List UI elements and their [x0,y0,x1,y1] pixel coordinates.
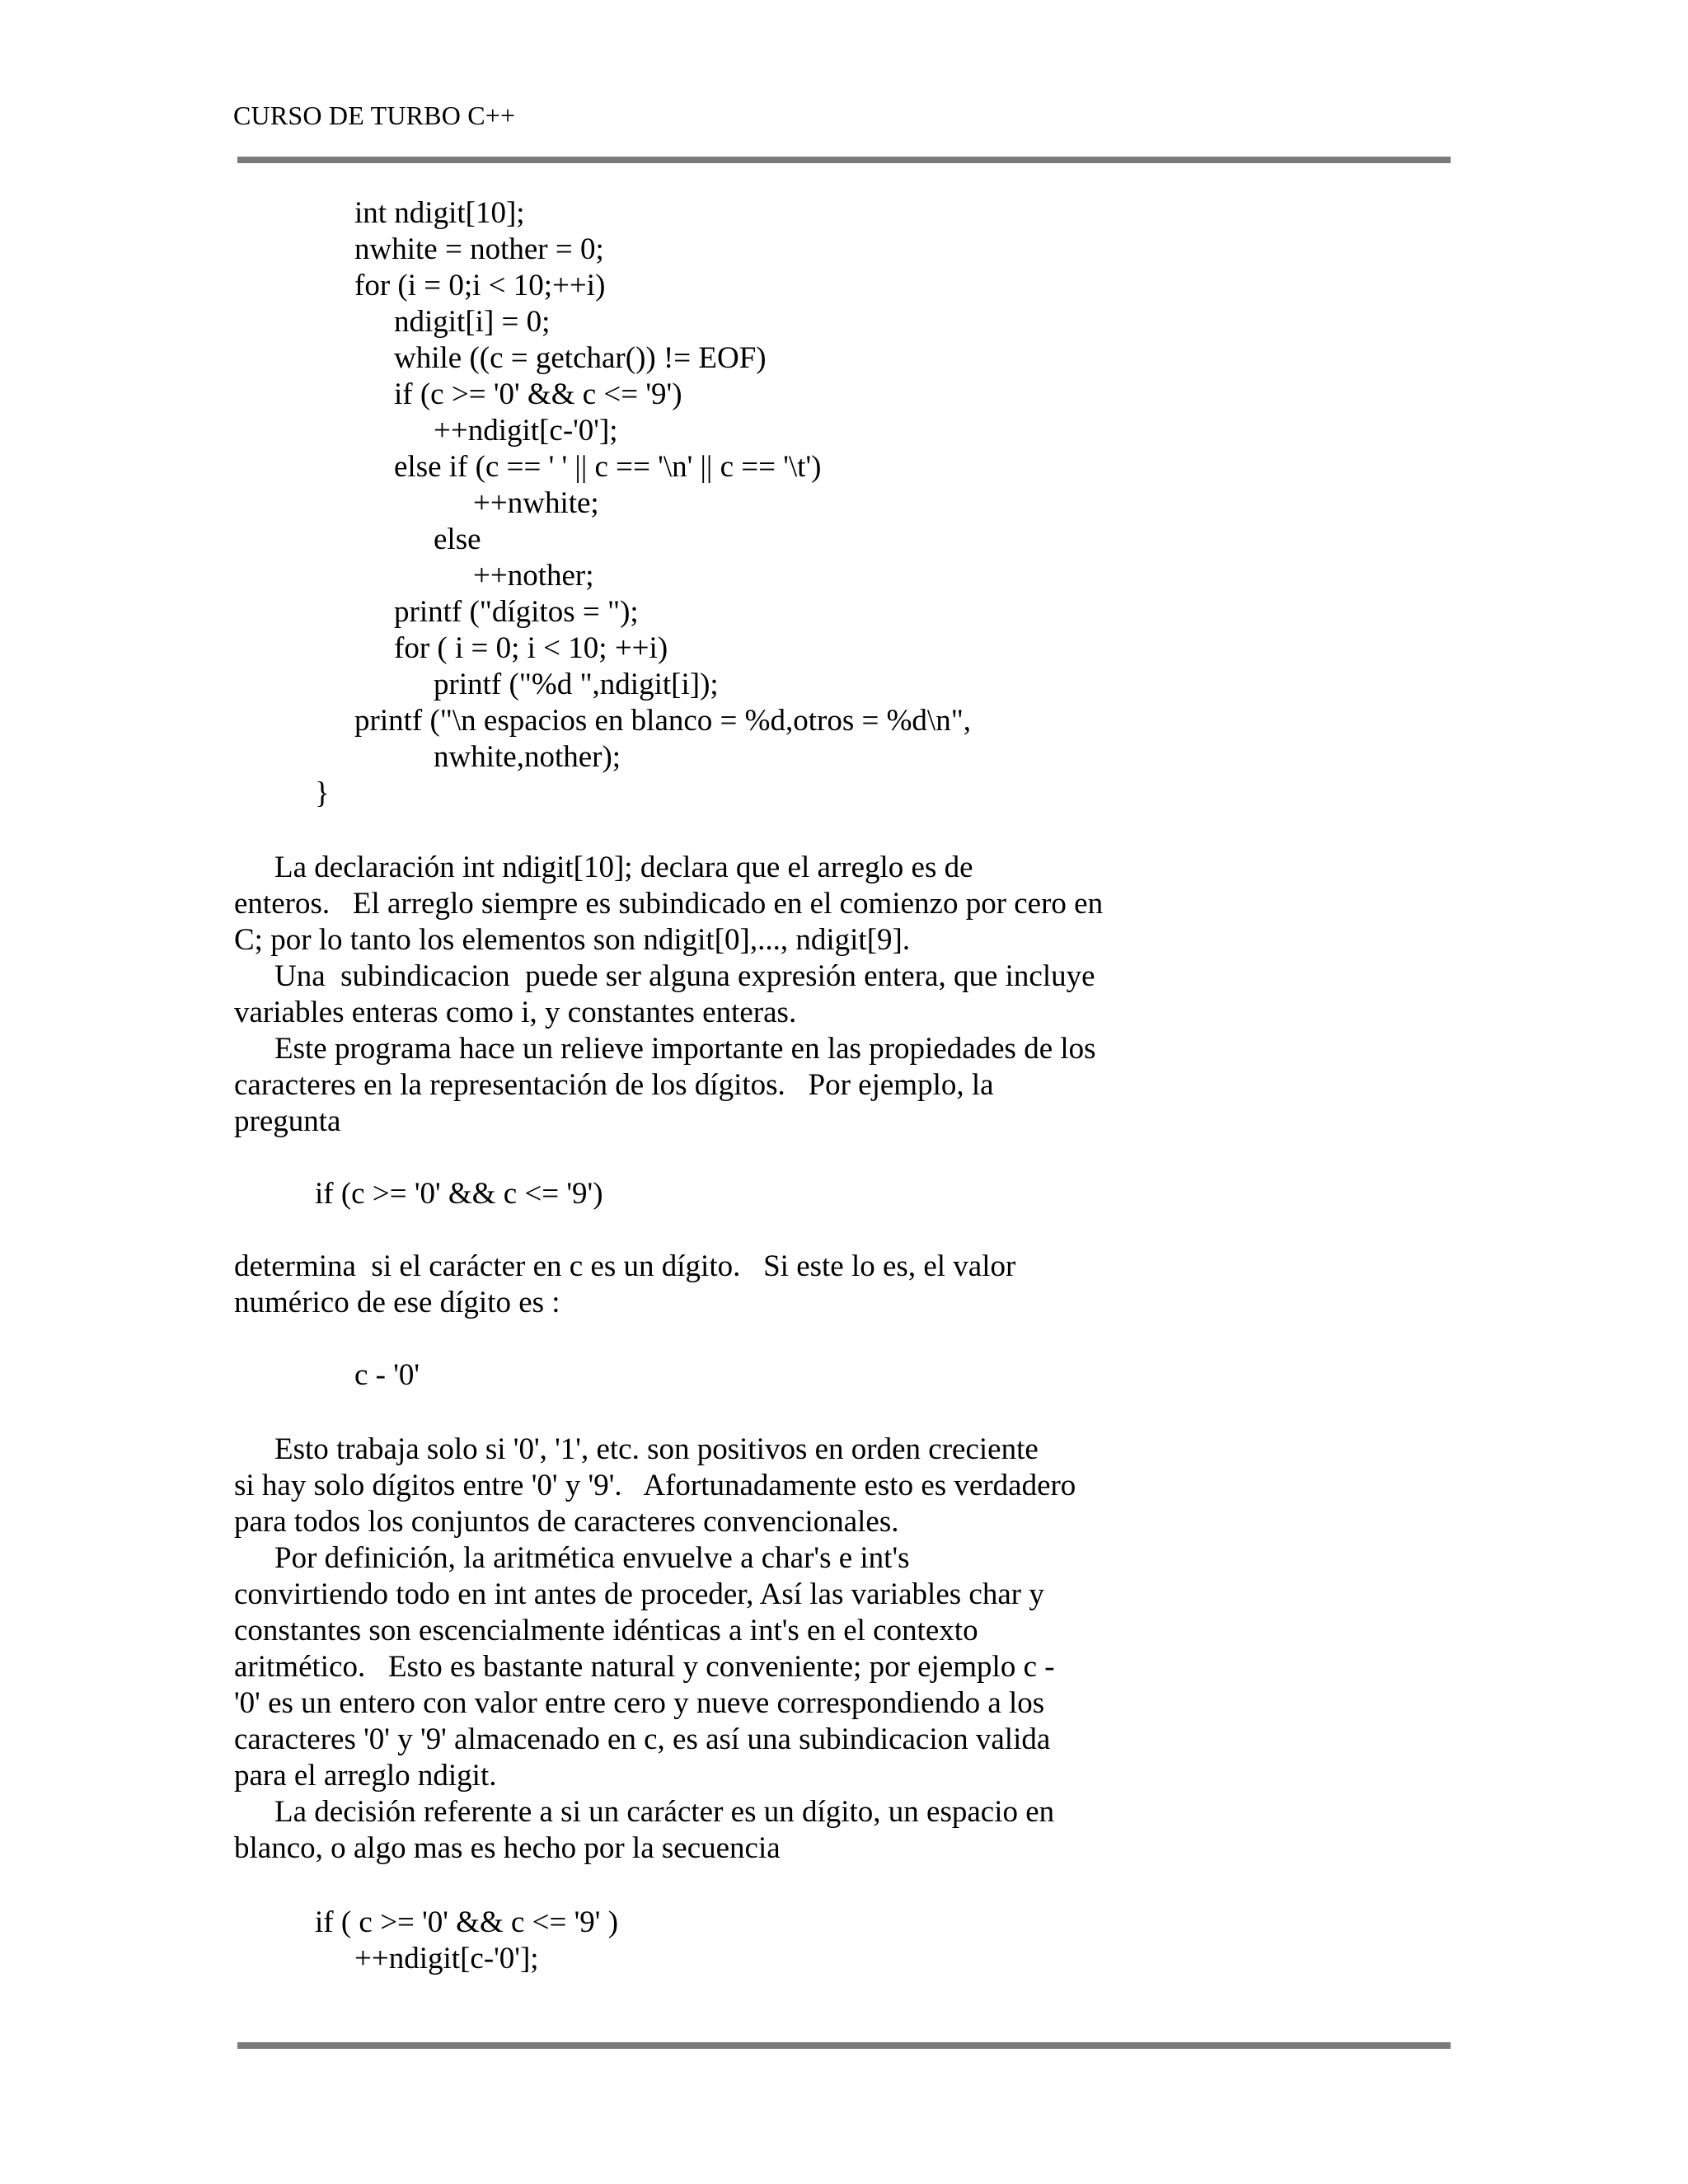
text-line: aritmético. Esto es bastante natural y conveniente; por ejemplo c - [234,1650,1055,1684]
code-line: nwhite = nother = 0; [354,232,604,266]
text-line: para el arreglo ndigit. [234,1759,497,1793]
text-line: pregunta [234,1104,341,1138]
code-line: else if (c == ' ' || c == '\n' || c == '\t') [394,450,822,484]
text-line: Este programa hace un relieve importante en las propiedades de los [274,1032,1096,1066]
code-line: if (c >= '0' && c <= '9') [394,377,682,411]
text-line: C; por lo tanto los elementos son ndigit[0],..., ndigit[9]. [234,923,911,957]
code-line: ++nwhite; [473,486,599,520]
code-line: for ( i = 0; i < 10; ++i) [394,631,668,665]
code-line: if (c >= '0' && c <= '9') [315,1177,603,1211]
code-line: printf ("\n espacios en blanco = %d,otros = %d\n", [354,704,972,738]
header-rule [237,157,1451,163]
code-line: nwhite,nother); [434,740,621,774]
text-line: variables enteras como i, y constantes enteras. [234,996,797,1029]
code-line: printf ("%d ",ndigit[i]); [434,668,719,701]
text-line: blanco, o algo mas es hecho por la secuencia [234,1831,781,1865]
code-line: c - '0' [354,1358,420,1392]
code-line: ++ndigit[c-'0']; [354,1942,539,1975]
text-line: Por definición, la aritmética envuelve a char's e int's [274,1541,910,1575]
text-line: La decisión referente a si un carácter es un dígito, un espacio en [274,1795,1055,1829]
code-line: ++nother; [473,559,594,593]
text-line: La declaración int ndigit[10]; declara que el arreglo es de [274,851,973,884]
code-line: ndigit[i] = 0; [394,305,551,339]
text-line: Esto trabaja solo si '0', '1', etc. son positivos en orden creciente [274,1432,1039,1466]
code-line: int ndigit[10]; [354,196,525,230]
page-header-title: CURSO DE TURBO C++ [233,101,516,130]
text-line: enteros. El arreglo siempre es subindicado en el comienzo por cero en [234,887,1104,921]
text-line: determina si el carácter en c es un dígito. Si este lo es, el valor [234,1249,1016,1283]
text-line: constantes son escencialmente idénticas a int's en el contexto [234,1614,978,1647]
code-line: while ((c = getchar()) != EOF) [394,341,767,375]
text-line: si hay solo dígitos entre '0' y '9'. Afortunadamente esto es verdadero [234,1469,1076,1502]
code-line: for (i = 0;i < 10;++i) [354,269,606,302]
code-line: } [315,776,330,810]
text-line: para todos los conjuntos de caracteres convencionales. [234,1505,899,1539]
code-line: printf ("dígitos = "); [394,595,639,629]
footer-rule [237,2042,1451,2049]
text-line: '0' es un entero con valor entre cero y nueve correspondiendo a los [234,1686,1045,1720]
code-line: ++ndigit[c-'0']; [434,414,618,448]
text-line: numérico de ese dígito es : [234,1286,560,1319]
code-line: else [434,523,481,556]
text-line: caracteres '0' y '9' almacenado en c, es así una subindicacion valida [234,1722,1051,1756]
text-line: convirtiendo todo en int antes de proceder, Así las variables char y [234,1577,1044,1611]
text-line: Una subindicacion puede ser alguna expresión entera, que incluye [274,959,1095,993]
text-line: caracteres en la representación de los dígitos. Por ejemplo, la [234,1068,994,1102]
code-line: if ( c >= '0' && c <= '9' ) [315,1905,619,1939]
